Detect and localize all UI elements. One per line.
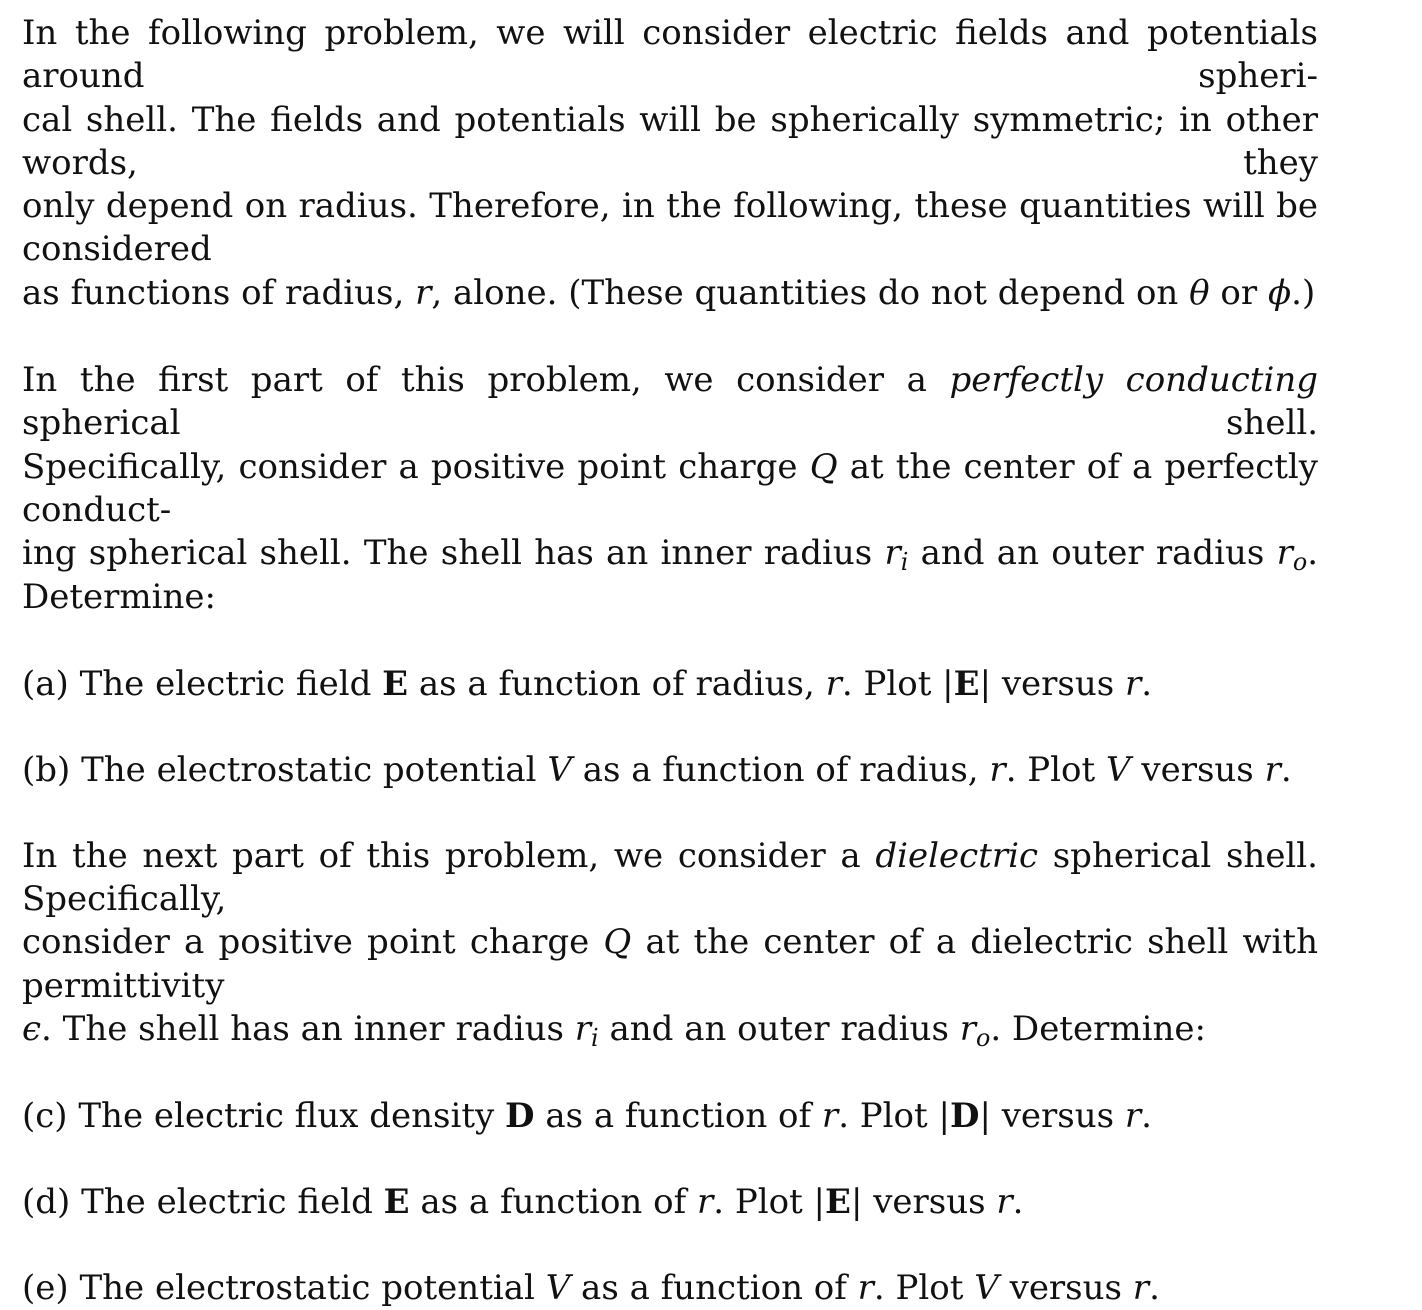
text: . Plot | [713,1182,826,1223]
math-E-bold: E [383,1182,410,1223]
text: (c) The electric flux density [22,1096,506,1137]
text: . [1141,663,1153,704]
math-V: V [547,749,572,790]
intro-line-2: cal shell. The fields and potentials will be spherically symmetric; in other words, they [22,99,1318,183]
math-Q: Q [809,446,838,487]
text: . Determine: [990,1009,1206,1050]
math-phi: ϕ [1267,272,1292,313]
intro-line-3: only depend on radius. Therefore, in the following, these quantities will be considered [22,186,1318,270]
text: consider a positive point charge [22,922,604,963]
subscript-i: i [591,1023,599,1052]
text: . Plot | [841,663,954,704]
math-V: V [974,1268,999,1309]
dielectric-paragraph [22,835,1318,1051]
text: spherical shell. Specifically, [22,835,1318,920]
math-r: r [574,1009,592,1050]
text: and an outer radius [598,1009,960,1050]
text: . Plot | [838,1096,950,1137]
text: . Plot [1005,749,1106,790]
math-theta: θ [1189,272,1210,313]
text: at the center of a perfectly conduct- [22,446,1318,530]
intro-text: .) [1291,272,1316,313]
text: as a function of radius, [571,749,990,790]
text: and an outer radius [908,533,1277,574]
math-E-bold: E [825,1182,851,1223]
text: . [1012,1182,1024,1223]
text: In the first part of this problem, we consider a [22,360,950,401]
text: | versus [979,1096,1125,1137]
intro-paragraph [22,12,1318,315]
text: In the next part of this problem, we consider a [22,835,876,876]
math-r-i [574,1009,599,1052]
text: as a function of radius, [408,663,826,704]
text: | versus [850,1182,997,1223]
text: ing spherical shell. The shell has an inner radius [22,533,885,574]
math-r: r [821,1096,839,1137]
text: at the center of a dielectric shell with permittivity [22,922,1318,1006]
item-a [22,663,1318,706]
text: . [1141,1096,1152,1137]
text: . [1280,749,1292,790]
dielectric-line-2 [22,921,1318,1008]
text: versus [1130,749,1265,790]
math-r: r [1264,749,1281,790]
math-D-bold: D [505,1096,535,1137]
text: | versus [979,663,1126,704]
intro-line-1: In the following problem, we will consider electric fields and potentials around spheri- [22,13,1318,97]
math-r: r [696,1182,714,1223]
emphasis-dielectric: dielectric [875,835,1039,876]
math-r: r [825,663,842,704]
math-V: V [545,1268,571,1309]
text: as a function of [534,1096,822,1137]
intro-line-4 [22,272,1318,315]
text: Specifically, consider a positive point charge [22,446,810,487]
subscript-o: o [975,1023,991,1052]
text: . Plot [873,1268,975,1309]
math-r: r [959,1009,976,1050]
math-r: r [1124,1096,1142,1137]
math-D-bold: D [949,1096,980,1137]
math-r: r [1125,663,1142,704]
math-r-o [1276,533,1308,577]
text: (e) The electrostatic potential [22,1268,546,1309]
dielectric-line-1 [22,835,1318,922]
math-V: V [1106,749,1131,790]
math-r: r [415,272,432,313]
math-E-bold: E [382,663,409,704]
dielectric-line-3 [22,1008,1318,1051]
conducting-paragraph [22,359,1318,619]
text: . The shell has an inner radius [41,1009,575,1050]
intro-text: as functions of radius, [22,272,416,313]
text: versus [998,1268,1133,1309]
math-r: r [1276,533,1293,574]
item-e [22,1267,1318,1310]
math-r: r [884,533,901,574]
text: as a function of [409,1182,697,1223]
math-r: r [996,1182,1013,1223]
conducting-line-3 [22,532,1318,619]
item-d [22,1181,1318,1224]
text: (a) The electric field [22,663,383,704]
text: (d) The electric field [22,1182,384,1223]
intro-text: or [1209,272,1268,313]
problem-document [22,12,1318,1310]
math-epsilon: ϵ [22,1009,42,1050]
item-b [22,749,1318,792]
math-r-i [884,533,909,577]
text: (b) The electrostatic potential [22,749,548,790]
math-Q: Q [603,922,632,963]
math-r: r [1132,1268,1150,1309]
math-r: r [857,1268,874,1309]
text: . Determine: [22,533,1318,617]
subscript-o: o [1292,548,1308,577]
subscript-i: i [900,548,909,577]
math-r-o [959,1009,991,1052]
math-E-bold: E [953,663,980,704]
conducting-line-2 [22,446,1318,533]
emphasis-perfectly-conducting: perfectly conducting [949,360,1318,401]
text: spherical shell. [22,403,1318,444]
item-c [22,1095,1318,1138]
intro-text: , alone. (These quantities do not depend on [431,272,1190,313]
text: as a function of [570,1268,858,1309]
conducting-line-1 [22,359,1318,446]
text: . [1149,1268,1160,1309]
math-r: r [989,749,1006,790]
